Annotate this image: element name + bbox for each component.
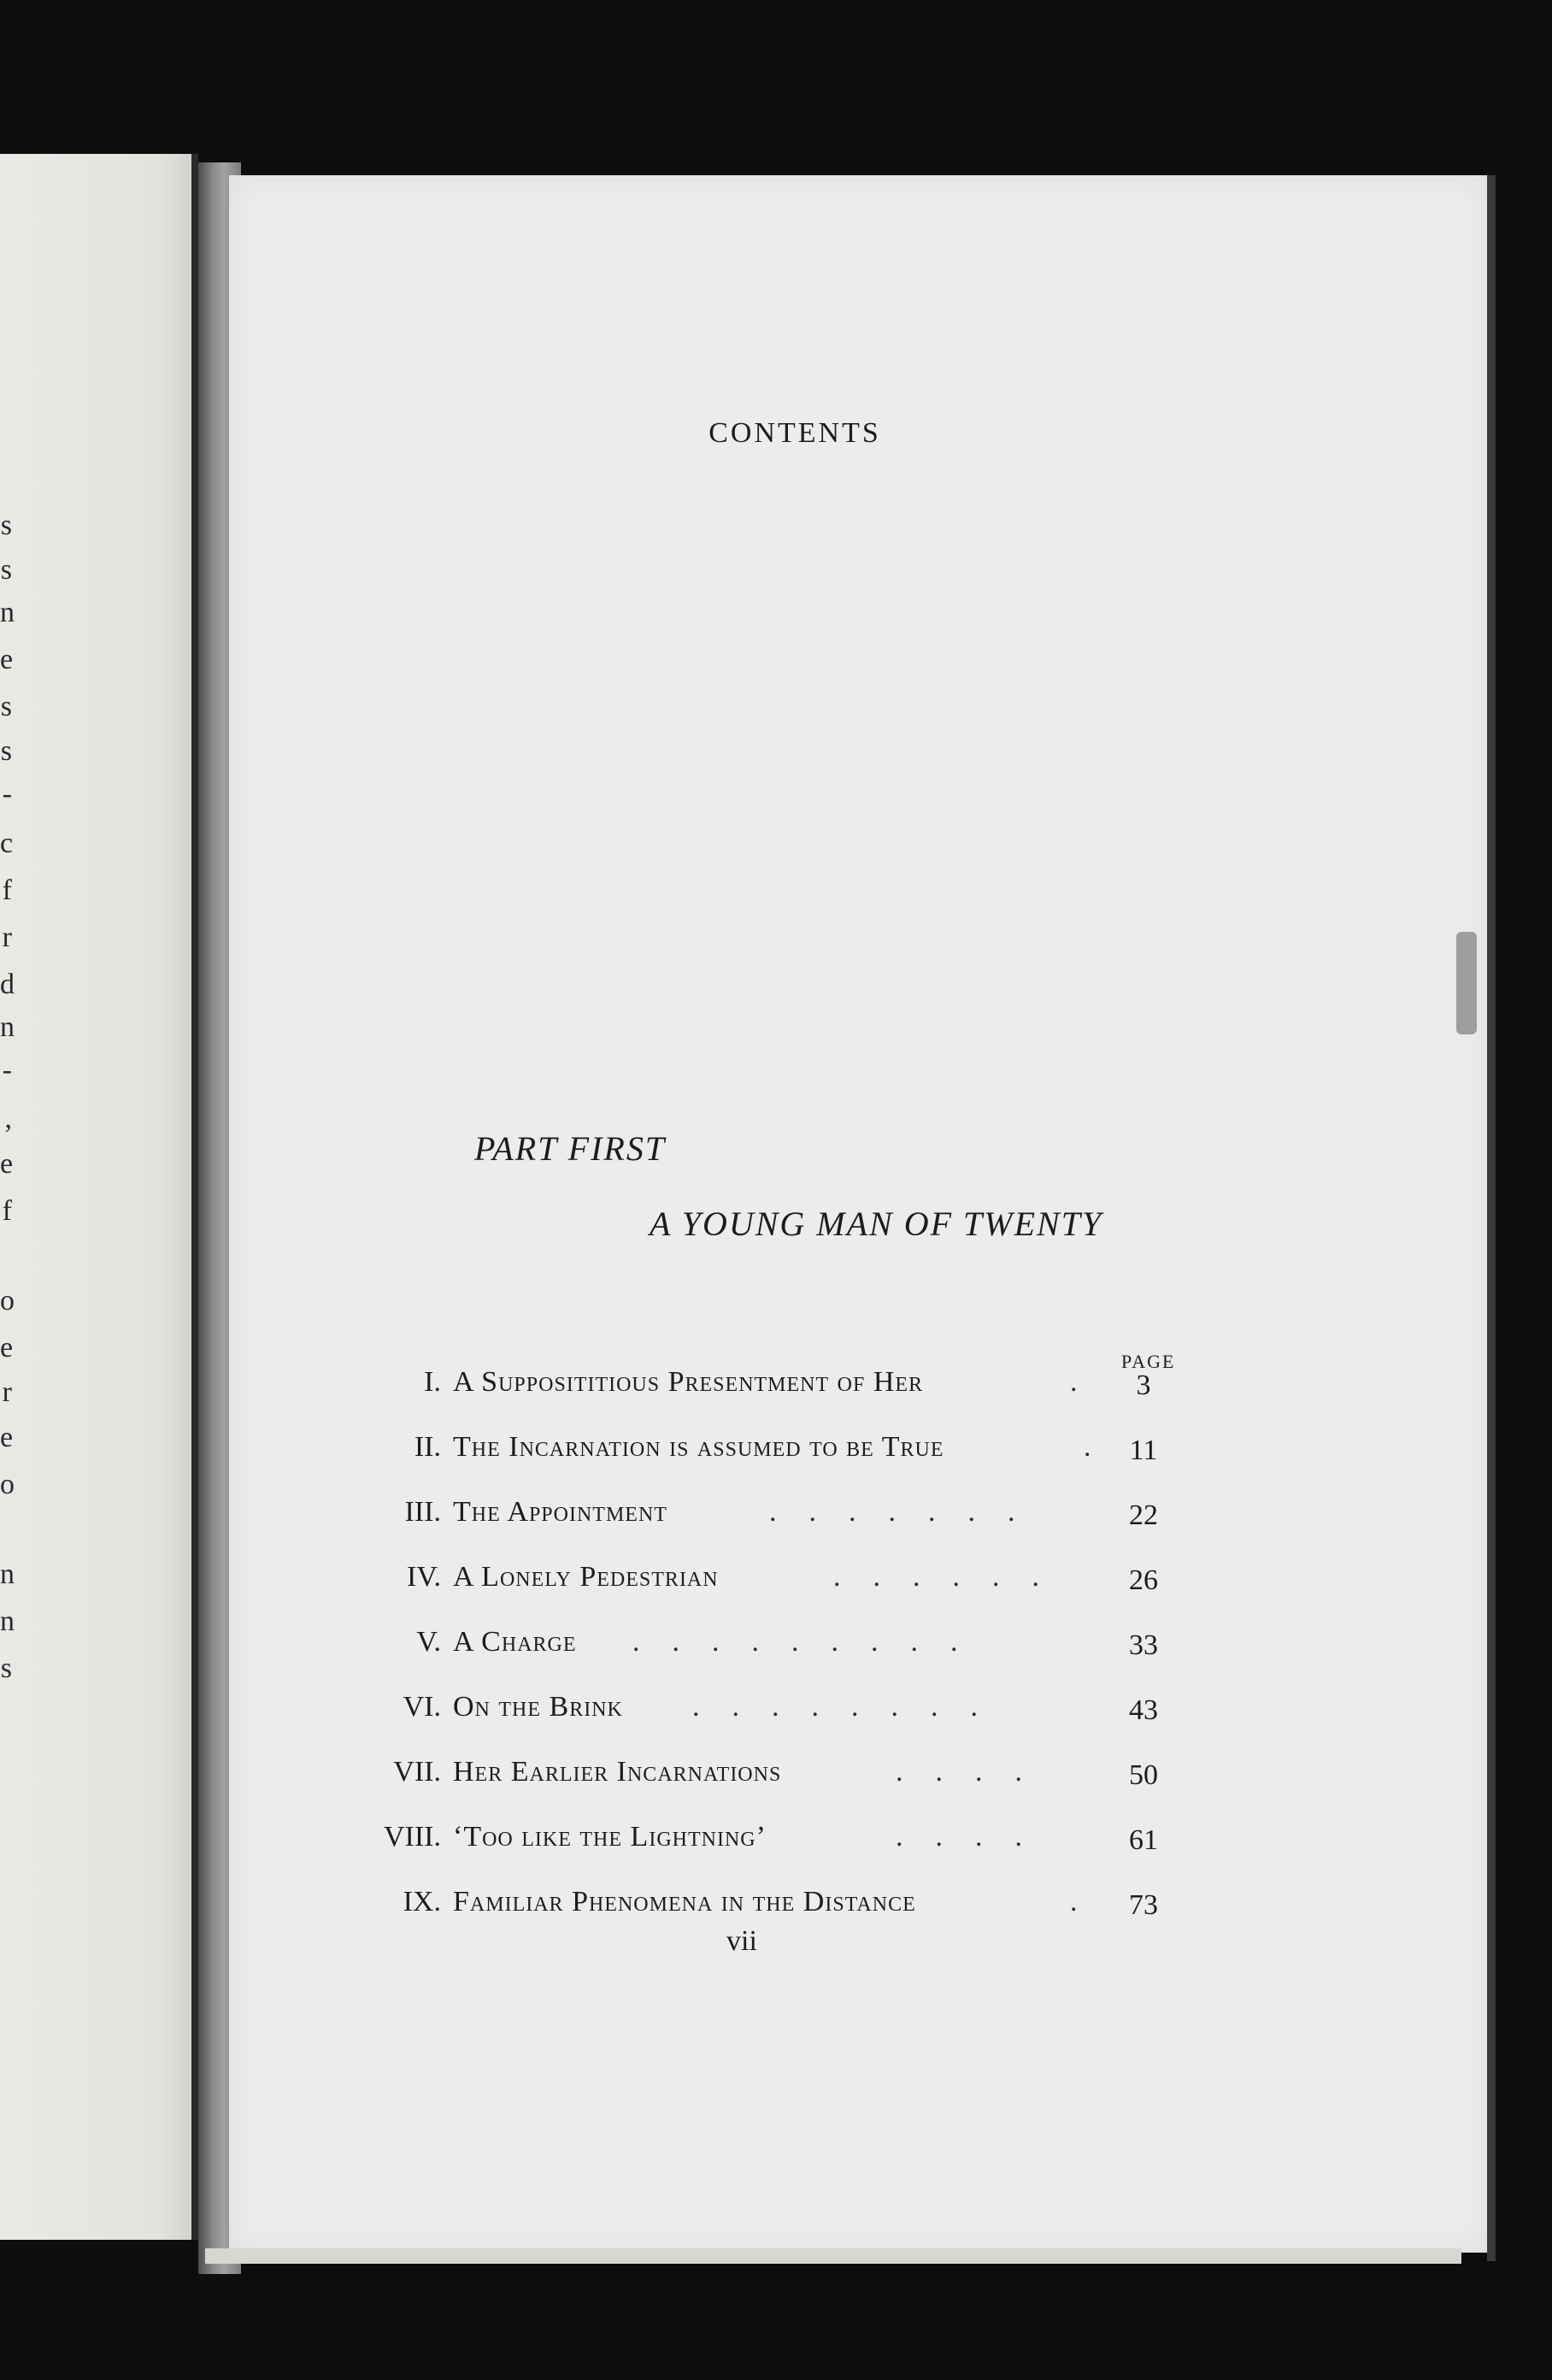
left-page-fragment: o xyxy=(0,1469,15,1500)
chapter-page-number: 50 xyxy=(1129,1759,1158,1791)
chapter-page-number: 43 xyxy=(1129,1694,1158,1726)
left-page-fragment: f xyxy=(2,875,12,906)
toc-entry xyxy=(0,1756,1552,1807)
part-subtitle: A YOUNG MAN OF TWENTY xyxy=(650,1205,1103,1243)
left-page-fragment: r xyxy=(2,1376,12,1408)
toc-entry xyxy=(0,1558,1552,1612)
chapter-page-number: 3 xyxy=(1136,1370,1151,1401)
left-page-fragment: - xyxy=(2,778,12,810)
dot-leaders: ........ xyxy=(692,1691,1010,1723)
chapter-page-number: 33 xyxy=(1129,1629,1158,1661)
chapter-title: Her Earlier Incarnations xyxy=(453,1756,782,1788)
page-edge-tab xyxy=(1456,932,1477,1034)
chapter-page-number: 73 xyxy=(1129,1889,1158,1921)
toc-entry xyxy=(0,1431,1552,1482)
toc-entry xyxy=(0,1886,1552,1937)
chapter-number: IX. xyxy=(403,1886,441,1918)
chapter-title: The Incarnation is assumed to be True xyxy=(453,1431,944,1463)
left-page-fragment: f xyxy=(2,1195,12,1227)
chapter-number: VII. xyxy=(393,1756,441,1788)
toc-entry xyxy=(0,1821,1552,1872)
dot-leaders: ...... xyxy=(833,1561,1072,1593)
dot-leaders: .... xyxy=(896,1821,1055,1853)
dot-leaders: . xyxy=(1084,1431,1124,1463)
chapter-number: IV. xyxy=(407,1561,441,1593)
left-page-fragment: n xyxy=(0,1558,15,1590)
toc-entry xyxy=(0,1691,1552,1742)
chapter-title: A Supposititious Presentment of Her xyxy=(453,1366,924,1398)
left-page-fragment: r xyxy=(2,922,12,953)
chapter-title: The Appointment xyxy=(453,1496,667,1528)
chapter-title: A Charge xyxy=(453,1626,577,1658)
dot-leaders: ....... xyxy=(769,1496,1048,1528)
chapter-number: II. xyxy=(414,1431,441,1463)
left-page-fragment: , xyxy=(4,1103,12,1134)
chapter-number: III. xyxy=(404,1496,441,1528)
page-folio: vii xyxy=(726,1925,757,1957)
left-page-fragment: e xyxy=(0,1148,14,1180)
chapter-page-number: 11 xyxy=(1129,1434,1158,1466)
left-page-fragment: o xyxy=(0,1285,15,1317)
left-page-fragment: s xyxy=(0,554,12,586)
toc-entry xyxy=(0,1626,1552,1677)
chapter-title: A Lonely Pedestrian xyxy=(453,1561,719,1593)
page-bottom-edge xyxy=(205,2248,1461,2264)
part-title: PART FIRST xyxy=(474,1129,667,1168)
chapter-number: VI. xyxy=(403,1691,441,1723)
left-page-fragment: s xyxy=(0,510,12,541)
left-page-fragment: s xyxy=(0,691,12,722)
page-edge-shadow xyxy=(1487,175,1496,2261)
chapter-page-number: 26 xyxy=(1129,1564,1158,1596)
dot-leaders: . xyxy=(1070,1886,1110,1918)
dot-leaders: ......... xyxy=(632,1626,991,1658)
dot-leaders: . xyxy=(1070,1366,1110,1398)
chapter-number: VIII. xyxy=(383,1821,441,1853)
left-page-fragment: e xyxy=(0,644,14,675)
left-page-fragment: - xyxy=(2,1054,12,1086)
left-page-fragment: s xyxy=(0,1652,12,1684)
toc-entry xyxy=(0,1366,1552,1417)
chapter-title: On the Brink xyxy=(453,1691,623,1723)
chapter-number: I. xyxy=(424,1366,441,1398)
left-page-fragment: n xyxy=(0,1011,15,1043)
left-page-fragment: n xyxy=(0,1605,15,1637)
left-page-fragment: e xyxy=(0,1332,14,1364)
left-page-fragment: e xyxy=(0,1422,14,1453)
chapter-page-number: 61 xyxy=(1129,1824,1158,1856)
chapter-title: Familiar Phenomena in the Distance xyxy=(453,1886,916,1918)
page-column-label: PAGE xyxy=(1121,1351,1176,1372)
dot-leaders: .... xyxy=(896,1756,1055,1788)
chapter-title: ‘Too like the Lightning’ xyxy=(453,1821,767,1853)
chapter-number: V. xyxy=(416,1626,441,1658)
left-page-fragment: c xyxy=(0,828,14,859)
chapter-page-number: 22 xyxy=(1129,1499,1158,1531)
contents-heading: CONTENTS xyxy=(708,417,881,449)
left-page-fragment: d xyxy=(0,969,15,1000)
left-page-fragment: s xyxy=(0,735,12,767)
toc-entry xyxy=(0,1496,1552,1547)
left-page-fragment: n xyxy=(0,597,15,628)
